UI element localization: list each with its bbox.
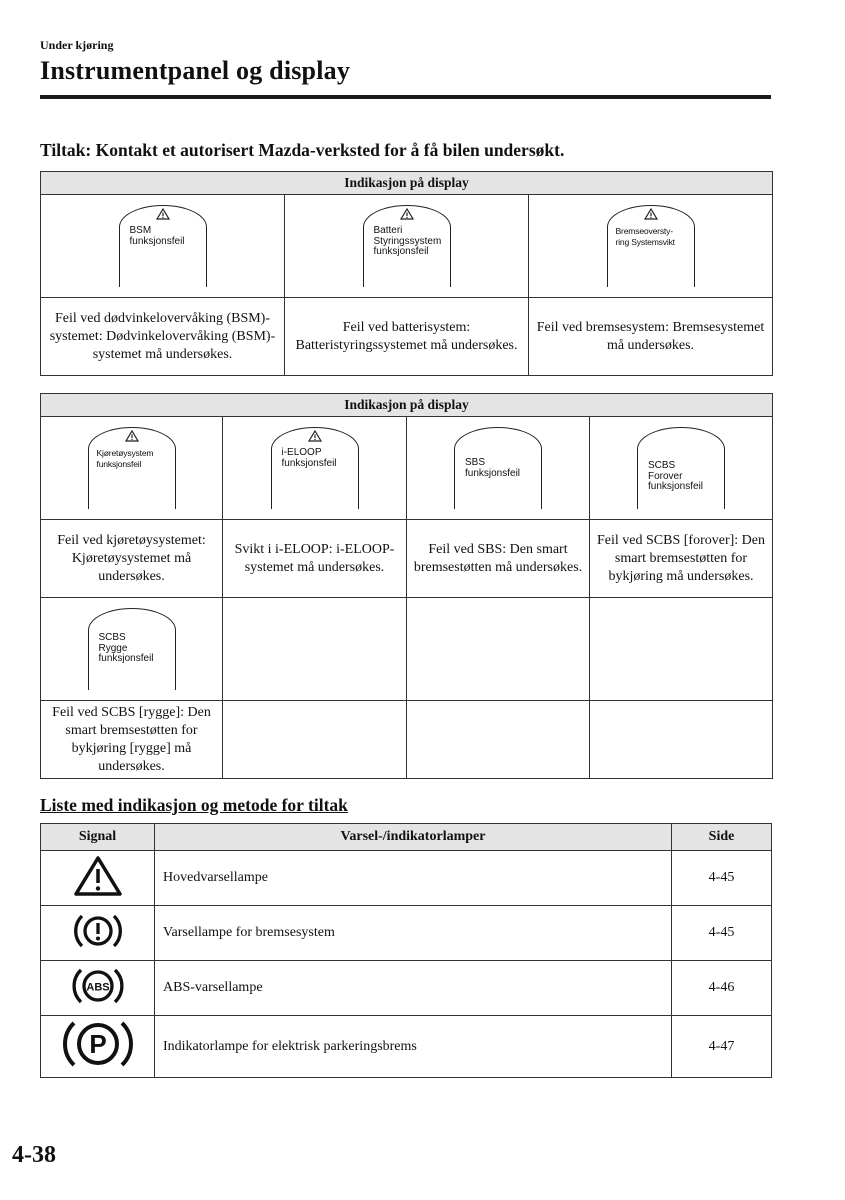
display-message: Bremseoversty- ring Systemsvikt [615,226,675,247]
display-message: i-ELOOP funksjonsfeil [281,447,337,469]
description-cell: Feil ved dødvinkelovervåking (BSM)-systemet: Dødvinkelovervåking (BSM)-systemet må undersøkes. [41,298,285,376]
table-row [41,961,772,1016]
lamp-page: 4-45 [672,906,772,961]
display-table-2 [40,393,773,779]
display-cell [407,417,590,520]
description-cell: Feil ved bremsesystem: Bremsesystemet må undersøkes. [529,298,773,376]
lamp-page: 4-45 [672,851,772,906]
lamp-name: Indikatorlampe for elektrisk parkeringsbrems [155,1016,672,1078]
display-cell [529,195,773,298]
display-message-frame [454,427,542,509]
display-message-frame [271,427,359,509]
display-cell [41,417,223,520]
parking-icon-label: P [88,1029,107,1059]
warning-triangle-icon [400,208,414,220]
action-text: Tiltak: Kontakt et autorisert Mazda-verksted for å få bilen undersøkt. [40,140,565,160]
description-cell: Feil ved batterisystem: Batteristyringssystemet må undersøkes. [285,298,529,376]
column-header-lamps: Varsel-/indikatorlamper [155,824,672,851]
page-title: Instrumentpanel og display [40,56,351,85]
table-row [41,851,772,906]
warning-triangle-icon [644,208,658,220]
warning-triangle-icon [308,430,322,442]
empty-cell [223,701,407,779]
description-cell: Feil ved SCBS [forover]: Den smart bremsestøtten for bykjøring må undersøkes. [590,520,773,598]
table-row [41,906,772,961]
empty-cell [223,598,407,701]
display-cell [223,417,407,520]
table2-header: Indikasjon på display [41,394,773,417]
lamp-name: Varsellampe for bremsesystem [155,906,672,961]
lamp-name: ABS-varsellampe [155,961,672,1016]
column-header-page: Side [672,824,772,851]
section-label: Under kjøring [40,38,114,52]
display-cell [590,417,773,520]
display-message: BSM funksjonsfeil [129,225,185,247]
display-table-1 [40,171,773,376]
display-message-frame [637,427,725,509]
display-cell [285,195,529,298]
display-cell [41,195,285,298]
brake-warning-icon [72,909,124,953]
description-cell: Feil ved SBS: Den smart bremsestøtten må undersøkes. [407,520,590,598]
empty-cell [407,701,590,779]
parking-brake-icon [60,1017,136,1071]
description-cell: Feil ved SCBS [rygge]: Den smart bremsestøtten for bykjøring [rygge] må undersøkes. [41,701,223,779]
list-heading: Liste med indikasjon og metode for tiltak [40,795,348,815]
display-message-frame [363,205,451,287]
title-rule [40,95,771,99]
empty-cell [590,701,773,779]
abs-warning-icon [72,964,124,1008]
column-header-signal: Signal [41,824,155,851]
warning-triangle-icon [125,430,139,442]
master-warning-triangle-icon [72,854,124,898]
display-message: SBS funksjonsfeil [465,457,521,479]
lamp-list-table [40,823,772,1078]
display-message-frame [607,205,695,287]
warning-triangle-icon [156,208,170,220]
description-cell: Feil ved kjøretøysystemet: Kjøretøysystemet må undersøkes. [41,520,223,598]
page-number: 4-38 [12,1142,56,1168]
display-message-frame [88,608,176,690]
display-cell [41,598,223,701]
empty-cell [590,598,773,701]
lamp-page: 4-46 [672,961,772,1016]
display-message-frame [88,427,176,509]
empty-cell [407,598,590,701]
abs-icon-label: ABS [85,981,110,993]
lamp-page: 4-47 [672,1016,772,1078]
display-message: Batteri Styringssystem funksjonsfeil [373,225,442,257]
display-message: SCBS Forover funksjonsfeil [648,460,704,492]
display-message: Kjøretøysystem funksjonsfeil [96,448,154,469]
description-cell: Svikt i i-ELOOP: i-ELOOP-systemet må undersøkes. [223,520,407,598]
display-message-frame [119,205,207,287]
table-row [41,1016,772,1078]
table1-header: Indikasjon på display [41,172,773,195]
display-message: SCBS Rygge funksjonsfeil [98,632,154,664]
lamp-name: Hovedvarsellampe [155,851,672,906]
